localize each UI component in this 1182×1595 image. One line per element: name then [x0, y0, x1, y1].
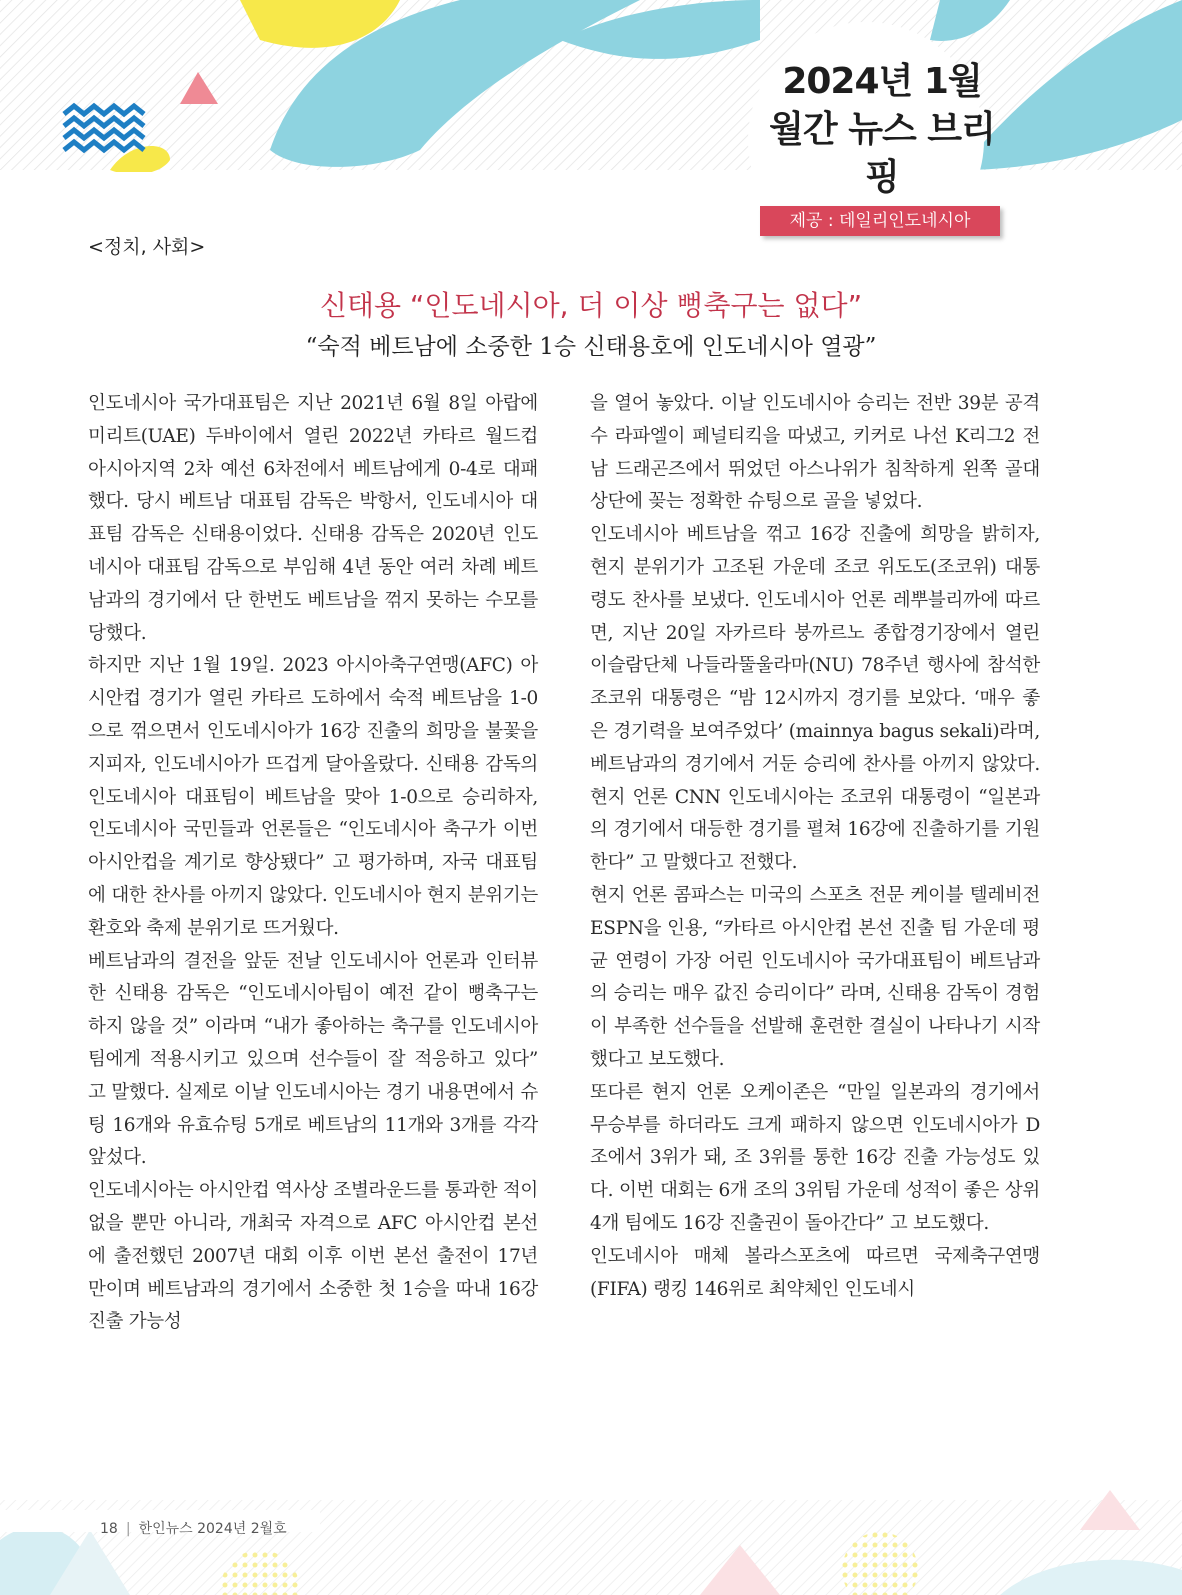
decorative-shapes [0, 0, 1182, 200]
issue-badge [762, 58, 1002, 208]
article-paragraph: 현지 언론 콤파스는 미국의 스포츠 전문 케이블 텔레비전 ESPN을 인용, “카타르 아시안컵 본선 진출 팀 가운데 평균 연령이 가장 어린 인도네시아 국가대표팀이 베트남과의 승리는 매우 값진 승리이다” 라며, 신태용 감독이 경험이 부족한 선수들을 선발해 훈련한 결실이 나타나기 시작했다고 보도했다. [590, 884, 1040, 1070]
article-paragraph: 인도네시아 베트남을 꺾고 16강 진출에 희망을 밝히자, 현지 분위기가 고조된 가운데 조코 위도도(조코위) 대통령도 찬사를 보냈다. 인도네시아 언론 레뿌블리까에 따르면, 지난 20일 자카르타 붕까르노 종합경기장에서 열린 이슬람단체 나들라뚤울라마(NU) 78주년 행사에 참석한 조코위 대통령은 “밤 12시까지 경기를 보았다. ‘매우 좋은 경기력을 보여주었다’ (mainnya bagus sekali)라며, 베트남과의 경기에서 거둔 승리에 찬사를 아끼지 않았다. 현지 언론 CNN 인도네시아는 조코위 대통령이 “일본과의 경기에서 대등한 경기를 펼쳐 16강에 진출하기를 기원한다” 고 말했다고 전했다. [590, 524, 1040, 874]
article-paragraph: 하지만 지난 1월 19일. 2023 아시아축구연맹(AFC) 아시안컵 경기가 열린 카타르 도하에서 숙적 베트남을 1-0으로 꺾으면서 인도네시아가 16강 진출의 희망을 불꽃을 지피자, 인도네시아가 뜨겁게 달아올랐다. 신태용 감독의 인도네시아 대표팀이 베트남을 맞아 1-0으로 승리하자, 인도네시아 국민들과 언론들은 “인도네시아 축구가 이번 아시안컵을 계기로 향상됐다” 고 평가하며, 자국 대표팀에 대한 찬사를 아끼지 않았다. 인도네시아 현지 분위기는 환호와 축제 분위기로 뜨거웠다. [88, 655, 538, 939]
article-paragraph: 베트남과의 결전을 앞둔 전날 인도네시아 언론과 인터뷰한 신태용 감독은 “인도네시아팀이 예전 같이 뻥축구는 하지 않을 것” 이라며 “내가 좋아하는 축구를 인도네시아팀에게 적용시키고 있으며 선수들이 잘 적응하고 있다” 고 말했다. 실제로 이날 인도네시아는 경기 내용면에서 슈팅 16개와 유효슈팅 5개로 베트남의 11개와 3개를 각각 앞섰다. [88, 950, 538, 1169]
issue-title-line1: 2024년 1월 [782, 61, 982, 102]
article-column-left [88, 388, 538, 1339]
issue-title-line2: 월간 뉴스 브리핑 [769, 109, 995, 198]
publication-name: 한인뉴스 2024년 2월호 [138, 1521, 287, 1537]
page-number: 18 [100, 1521, 118, 1537]
footer-separator: | [125, 1521, 131, 1537]
top-decoration [0, 0, 1182, 200]
article-paragraph: 또다른 현지 언론 오케이존은 “만일 일본과의 경기에서 무승부를 하더라도 크게 패하지 않으면 인도네시아가 D조에서 3위가 돼, 조 3위를 통한 16강 진출 가능성도 있다. 이번 대회는 6개 조의 3위팀 가운데 성적이 좋은 상위 4개 팀에도 16강 진출권이 돌아간다” 고 보도했다. [590, 1081, 1040, 1234]
article-column-right [590, 388, 1040, 1306]
article-paragraph: 인도네시아는 아시안컵 역사상 조별라운드를 통과한 적이 없을 뿐만 아니라, 개최국 자격으로 AFC 아시안컵 본선에 출전했던 2007년 대회 이후 이번 본선 출전이 17년 만이며 베트남과의 경기에서 소중한 첫 1승을 따내 16강 진출 가능성 [88, 1180, 538, 1333]
article-headline: 신태용 “인도네시아, 더 이상 뻥축구는 없다” [319, 289, 863, 322]
provider-label: 제공 : 데일리인도네시아 [760, 206, 1000, 236]
article-subheadline: “숙적 베트남에 소중한 1승 신태용호에 인도네시아 열광” [305, 334, 877, 360]
article-paragraph: 을 열어 놓았다. 이날 인도네시아 승리는 전반 39분 공격수 라파엘이 페널티킥을 따냈고, 키커로 나선 K리그2 전남 드래곤즈에서 뛰었던 아스나위가 침착하게 왼쪽 골대 상단에 꽂는 정확한 슈팅으로 골을 넣었다. [590, 393, 1040, 513]
page-footer [100, 1518, 287, 1538]
section-label: <정치, 사회> [88, 236, 206, 258]
article-paragraph: 인도네시아 매체 볼라스포츠에 따르면 국제축구연맹(FIFA) 랭킹 146위로 최약체인 인도네시 [590, 1245, 1040, 1300]
article-paragraph: 인도네시아 국가대표팀은 지난 2021년 6월 8일 아랍에미리트(UAE) 두바이에서 열린 2022년 카타르 월드컵 아시아지역 2차 예선 6차전에서 베트남에게 0-4로 대패했다. 당시 베트남 대표팀 감독은 박항서, 인도네시아 대표팀 감독은 신태용이었다. 신태용 감독은 2020년 인도네시아 대표팀 감독으로 부임해 4년 동안 여러 차례 베트남과의 경기에서 단 한번도 베트남을 꺾지 못하는 수모를 당했다. [88, 393, 538, 644]
